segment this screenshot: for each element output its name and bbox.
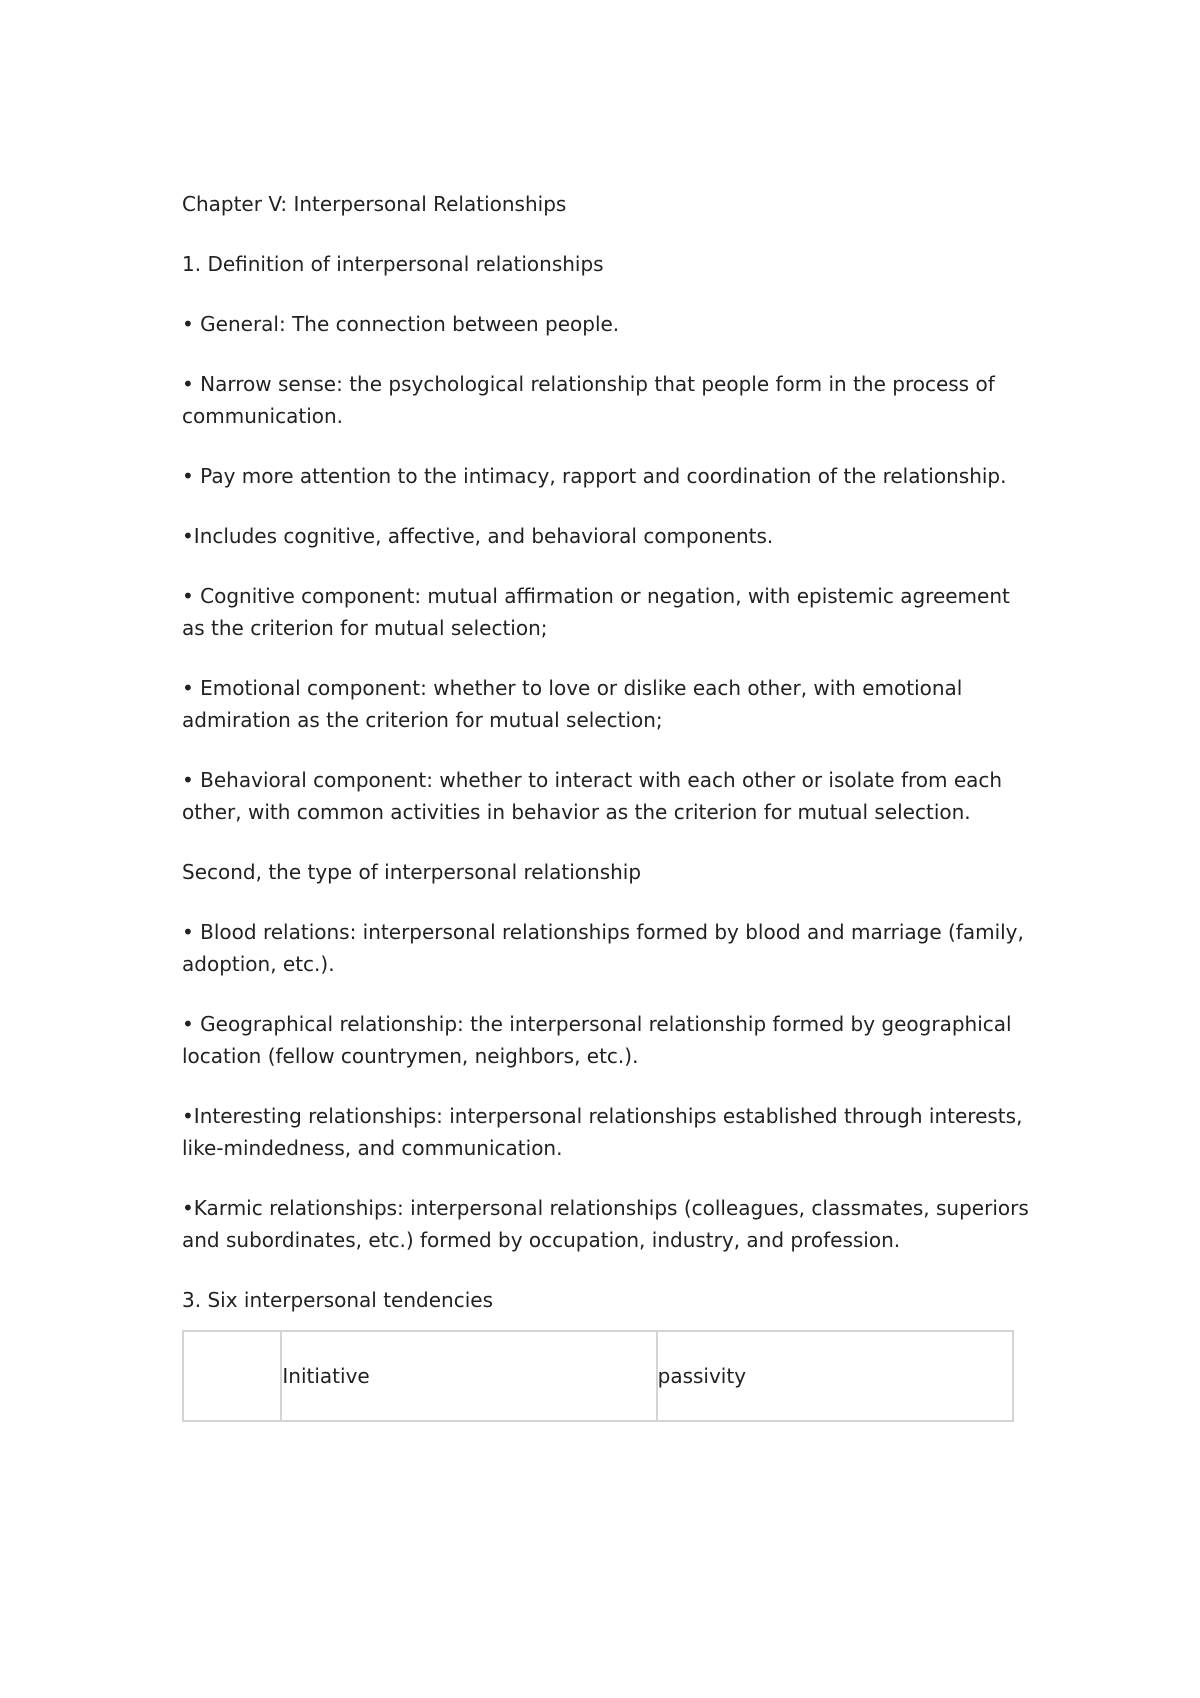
list-item: • Pay more attention to the intimacy, rapport and coordination of the relationship. xyxy=(182,464,1007,488)
list-item: • Cognitive component: mutual affirmation or negation, with epistemic agreement as the criterion for mutual selection; xyxy=(182,584,1010,640)
document-page xyxy=(182,188,1032,1422)
list-item: • Narrow sense: the psychological relationship that people form in the process of communication. xyxy=(182,372,995,428)
tendencies-table-wrapper xyxy=(182,1330,1032,1422)
list-item: • General: The connection between people. xyxy=(182,312,620,336)
table-cell: Initiative xyxy=(281,1331,656,1421)
list-item: •Includes cognitive, affective, and behavioral components. xyxy=(182,524,774,548)
list-item: • Behavioral component: whether to interact with each other or isolate from each other, with common activities in behavior as the criterion for mutual selection. xyxy=(182,768,1003,824)
list-item: •Karmic relationships: interpersonal relationships (colleagues, classmates, superiors and subordinates, etc.) formed by occupation, industry, and profession. xyxy=(182,1196,1029,1252)
table-cell xyxy=(183,1331,281,1421)
list-item: •Interesting relationships: interpersonal relationships established through interests, like-mindedness, and communication. xyxy=(182,1104,1023,1160)
tendencies-table xyxy=(182,1330,1014,1422)
section-heading-types: Second, the type of interpersonal relationship xyxy=(182,860,642,884)
table-cell: passivity xyxy=(657,1331,1013,1421)
section-heading-definition: 1. Definition of interpersonal relationships xyxy=(182,252,604,276)
list-item: • Blood relations: interpersonal relationships formed by blood and marriage (family, adoption, etc.). xyxy=(182,920,1024,976)
chapter-title: Chapter V: Interpersonal Relationships xyxy=(182,192,567,216)
list-item: • Emotional component: whether to love or dislike each other, with emotional admiration as the criterion for mutual selection; xyxy=(182,676,963,732)
section-heading-tendencies: 3. Six interpersonal tendencies xyxy=(182,1288,493,1312)
list-item: • Geographical relationship: the interpersonal relationship formed by geographical location (fellow countrymen, neighbors, etc.). xyxy=(182,1012,1012,1068)
table-row xyxy=(183,1331,1013,1421)
